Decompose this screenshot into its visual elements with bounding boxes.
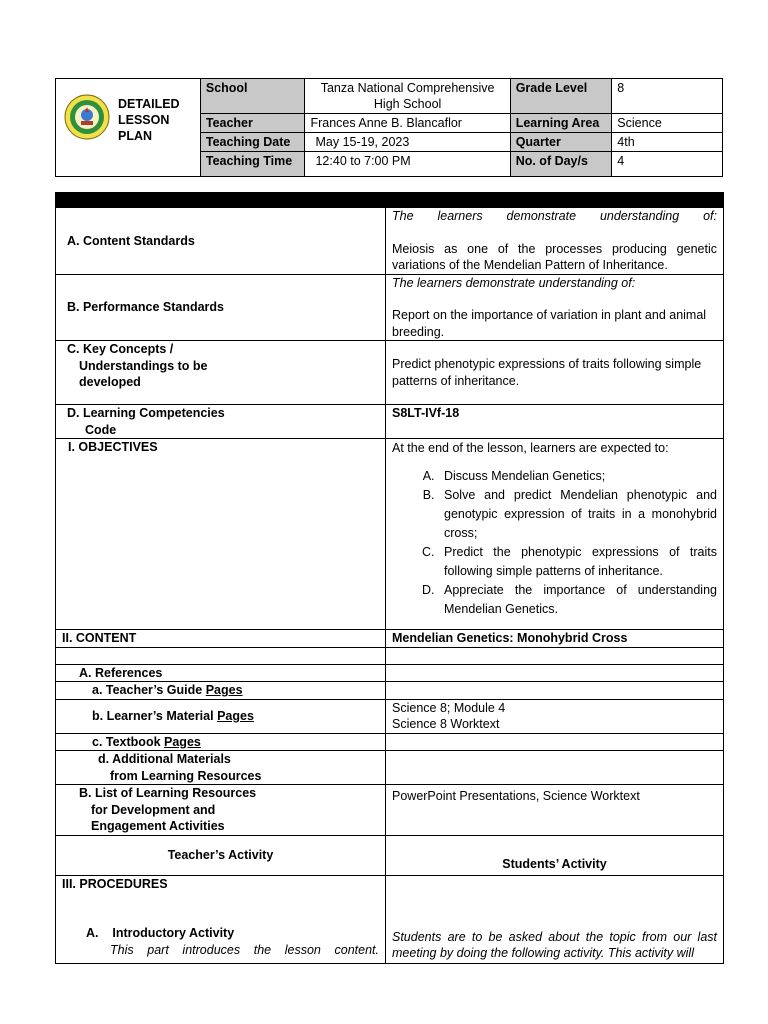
performance-standards-label: B. Performance Standards [56,274,386,341]
learners-material-line-2: Science 8 Worktext [392,717,500,731]
competencies-label [56,405,386,439]
row-procedures [56,875,724,963]
time-value: 12:40 to 7:00 PM [305,152,510,177]
grade-label: Grade Level [510,79,612,114]
students-activity-header: Students’ Activity [386,835,724,875]
blank-cell-right [386,647,724,664]
teachers-guide-value [386,682,724,700]
row-additional-materials [56,751,724,785]
content-label: II. CONTENT [56,630,386,648]
objectives-intro: At the end of the lesson, learners are expected to: [392,441,669,455]
school-label: School [200,79,305,114]
key-concepts-label-line-2: Understandings to be [79,358,208,373]
performance-standards-text: Report on the importance of variation in plant and animal breeding. [392,308,707,339]
row-learners-material [56,699,724,733]
learners-material-text: b. Learner’s Material [92,708,214,723]
introductory-activity-subtext: This part introduces the lesson content. [110,942,379,957]
objective-item: C. Predict the phenotypic expressions of traits following simple patterns of inheritance. [438,543,717,581]
date-label: Teaching Date [200,133,305,152]
procedures-label: III. PROCEDURES [62,876,168,891]
introductory-student-text: Students are to be asked about the topic from our last meeting by doing the following activity. This activity will [392,929,717,960]
objective-item: A. Discuss Mendelian Genetics; [438,467,717,486]
additional-materials-value [386,751,724,785]
row-list-resources [56,785,724,836]
learners-material-pages: Pages [217,708,254,723]
days-label: No. of Day/s [510,152,612,177]
row-blank [56,647,724,664]
teacher-label: Teacher [200,114,305,133]
row-content [56,630,724,648]
competencies-label-line-1: D. Learning Competencies [67,406,225,420]
additional-materials-label [56,751,386,785]
row-content-standards [56,208,724,275]
teacher-value: Frances Anne B. Blancaflor [305,114,510,133]
header-table [55,78,723,177]
teacher-activity-header: Teacher’s Activity [56,835,386,875]
school-seal-icon [64,94,110,140]
list-resources-label [56,785,386,836]
objectives-label: I. OBJECTIVES [56,439,386,630]
performance-standards-cell [386,274,724,341]
date-value: May 15-19, 2023 [305,133,510,152]
content-standards-cell [386,208,724,275]
list-resources-text: PowerPoint Presentations, Science Worktext [386,785,724,836]
learners-material-label [56,699,386,733]
school-value: Tanza National Comprehensive High School [305,79,510,114]
performance-standards-intro: The learners demonstrate understanding of: [392,275,636,290]
time-label: Teaching Time [200,152,305,177]
row-competencies [56,405,724,439]
row-activity-headers [56,835,724,875]
content-standards-label: A. Content Standards [56,208,386,275]
row-performance-standards [56,274,724,341]
header-bar [56,193,724,208]
teachers-guide-text: a. Teacher’s Guide [92,683,203,697]
introductory-student-cell [386,875,724,963]
key-concepts-label-line-3: developed [79,375,141,389]
row-objectives [56,439,724,630]
list-resources-line-3: Engagement Activities [91,819,225,833]
textbook-label [56,733,386,751]
learners-material-line-1: Science 8; Module 4 [392,700,506,715]
row-textbook [56,733,724,751]
textbook-text: c. Textbook [92,734,161,749]
row-references [56,664,724,682]
key-concepts-label [56,341,386,405]
content-text: Mendelian Genetics: Monohybrid Cross [386,630,724,648]
lesson-plan-table [55,192,724,964]
content-standards-intro: The learners demonstrate understanding of: [392,209,717,223]
list-resources-line-1: B. List of Learning Resources [79,786,257,800]
quarter-label: Quarter [510,133,612,152]
references-label: A. References [56,664,386,682]
introductory-activity-label: A. Introductory Activity [86,926,235,940]
logo-cell [56,79,201,177]
blank-cell-left [56,647,386,664]
learners-material-value [386,699,724,733]
competencies-label-line-2: Code [85,422,117,437]
objectives-list [392,467,717,619]
competencies-code: S8LT-IVf-18 [386,405,724,439]
additional-line-2: from Learning Resources [110,768,262,783]
procedures-cell [56,875,386,963]
document-title [118,96,180,144]
objective-item: D. Appreciate the importance of understanding Mendelian Genetics. [438,581,717,619]
title-line-3: PLAN [118,129,153,143]
area-value: Science [612,114,723,133]
area-label: Learning Area [510,114,612,133]
additional-line-1: d. Additional Materials [98,752,231,766]
quarter-value: 4th [612,133,723,152]
teachers-guide-pages: Pages [205,683,243,697]
title-line-1: DETAILED [118,97,180,111]
row-key-concepts [56,341,724,405]
objective-item: B. Solve and predict Mendelian phenotypic and genotypic expression of traits in a monohybrid cross; [438,486,717,543]
textbook-value [386,733,724,751]
textbook-pages: Pages [164,734,201,749]
row-teachers-guide [56,682,724,700]
content-standards-text: Meiosis as one of the processes producing genetic variations of the Mendelian Pattern of Inheritance. [392,241,717,272]
list-resources-line-2: for Development and [91,802,216,817]
references-value [386,664,724,682]
days-value: 4 [612,152,723,177]
key-concepts-label-line-1: C. Key Concepts / [67,342,174,356]
grade-value: 8 [612,79,723,114]
title-line-2: LESSON [118,113,170,127]
teachers-guide-label [56,682,386,700]
key-concepts-text: Predict phenotypic expressions of traits following simple patterns of inheritance. [386,341,724,405]
objectives-cell [386,439,724,630]
